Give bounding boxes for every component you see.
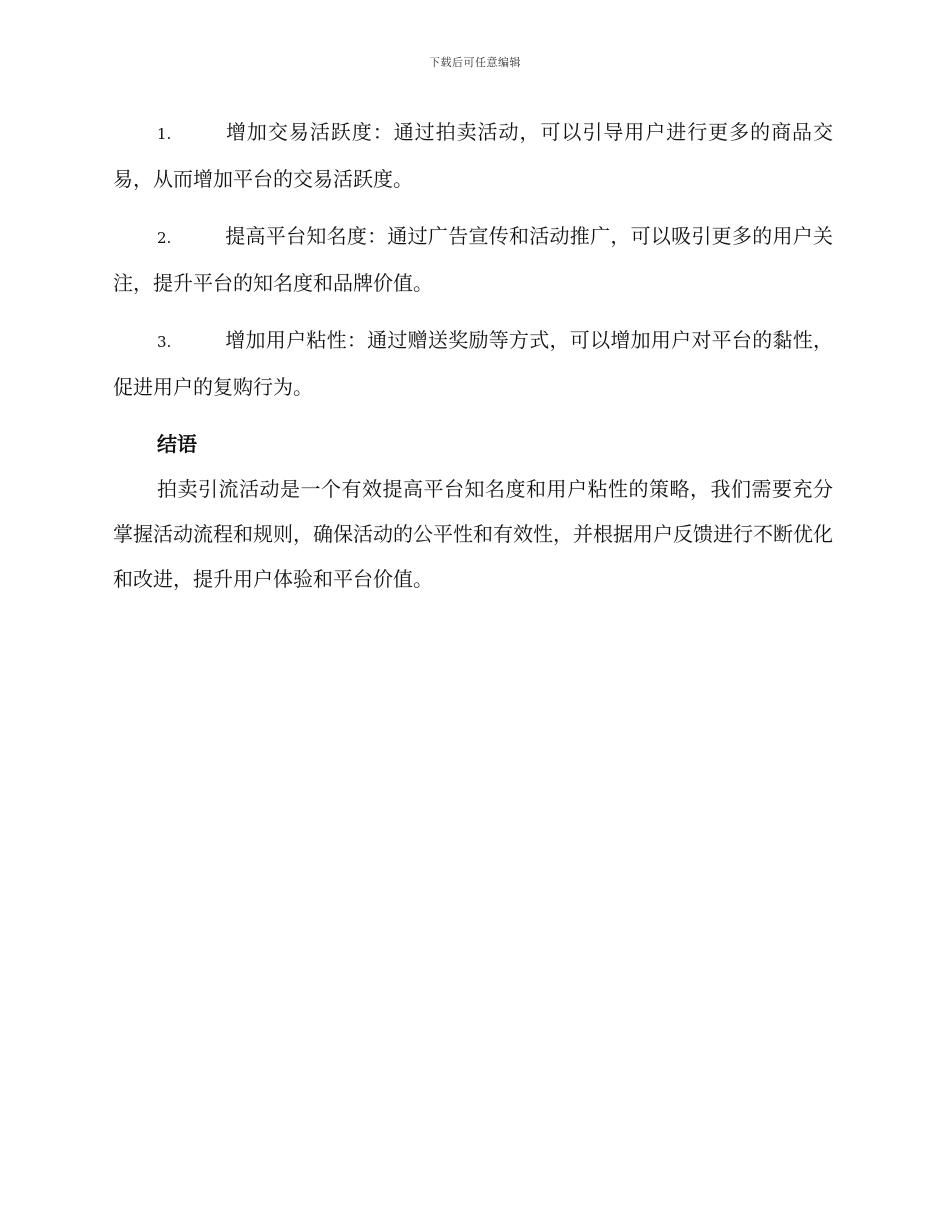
list-item-number: 2. [157, 229, 172, 247]
conclusion-heading: 结语 [157, 432, 197, 456]
list-item-number: 1. [157, 125, 172, 143]
list-item [113, 318, 833, 410]
conclusion-paragraph: 拍卖引流活动是一个有效提高平台知名度和用户粘性的策略，我们需要充分掌握活动流程和规则，确保活动的公平性和有效性，并根据用户反馈进行不断优化和改进，提升用户体验和平台价值。 [113, 477, 833, 591]
list-item-text: 增加交易活跃度：通过拍卖活动，可以引导用户进行更多的商品交易，从而增加平台的交易活跃度。 [113, 120, 833, 191]
list-item [113, 110, 833, 202]
header-note: 下载后可任意编辑 [429, 56, 521, 69]
list-item [113, 214, 833, 306]
list-item-text: 增加用户粘性：通过赠送奖励等方式，可以增加用户对平台的黏性，促进用户的复购行为。 [113, 328, 833, 399]
list-item-number: 3. [157, 333, 172, 351]
list-item-text: 提高平台知名度：通过广告宣传和活动推广，可以吸引更多的用户关注，提升平台的知名度和品牌价值。 [113, 224, 833, 295]
document-body [113, 110, 833, 614]
